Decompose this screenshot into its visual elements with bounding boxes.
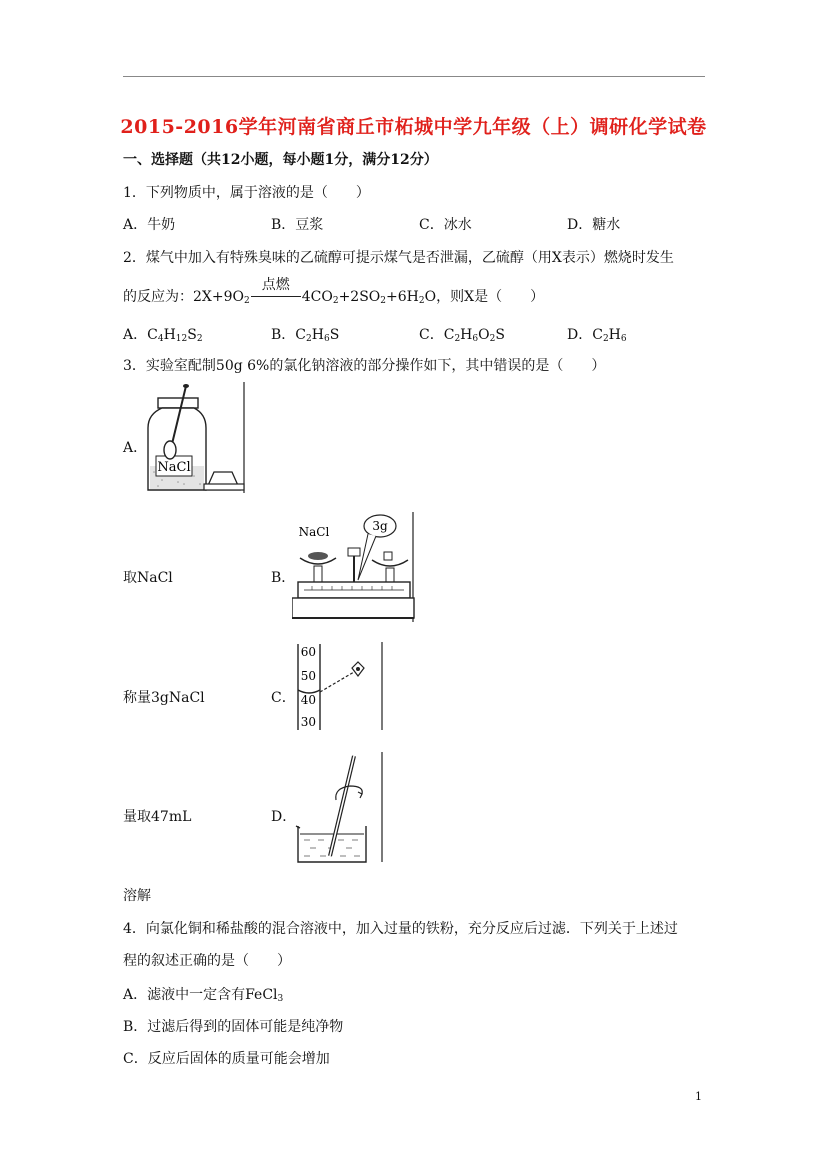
page-number: 1 — [695, 1090, 702, 1103]
tick-60: 60 — [300, 645, 316, 659]
header-rule — [123, 76, 705, 77]
q4-option-a: A．滤液中一定含有FeCl$_3$ — [123, 987, 284, 1004]
eq-rhs-d: O，则X是（ ） — [424, 289, 545, 305]
q3-option-a-caption: 取NaCl — [123, 570, 173, 586]
section-heading: 一、选择题（共12小题，每小题1分，满分12分） — [123, 152, 438, 168]
eq-rhs-c: +6H — [386, 289, 419, 305]
question-1-stem: 1．下列物质中，属于溶液的是（ ） — [123, 185, 370, 201]
q1-option-d: D．糖水 — [567, 217, 621, 233]
q1-option-a: A．牛奶 — [123, 217, 176, 233]
q3-option-a: A． — [123, 440, 148, 456]
tick-40: 40 — [300, 693, 316, 707]
eq-sub: 2 — [332, 296, 339, 306]
q3-option-c-caption: 量取47mL — [123, 809, 192, 825]
beaker-stirring-figure — [294, 752, 384, 864]
eq-rhs-a: 4CO — [301, 289, 333, 305]
q3-option-b-caption: 称量3gNaCl — [123, 690, 205, 706]
condition-text: 点燃 — [261, 277, 290, 293]
tick-50: 50 — [300, 669, 316, 683]
reaction-condition — [251, 277, 301, 307]
question-4-stem-line2: 程的叙述正确的是（ ） — [123, 953, 291, 969]
q2-option-d: D．$C_2H_6$ — [567, 327, 627, 344]
bottle-label: NaCl — [157, 460, 191, 475]
q2-option-c: C．$C_2H_6O_2S$ — [419, 327, 505, 344]
q3-option-d-caption: 溶解 — [123, 888, 151, 904]
reagent-bottle-figure — [140, 380, 246, 495]
balance-left-label: NaCl — [298, 525, 330, 539]
eq-rhs-b: +2SO — [338, 289, 381, 305]
graduated-cylinder-figure — [294, 642, 384, 732]
q2-option-b: B．$C_2H_6S$ — [271, 327, 340, 344]
tick-30: 30 — [300, 715, 316, 729]
eq-sub: 2 — [244, 296, 250, 306]
q1-option-c: C．冰水 — [419, 217, 472, 233]
eq-sub: 2 — [418, 296, 425, 306]
condition-bar — [251, 296, 301, 297]
balance-weight-label: 3g — [372, 519, 388, 533]
question-4-stem-line1: 4．向氯化铜和稀盐酸的混合溶液中，加入过量的铁粉，充分反应后过滤．下列关于上述过 — [123, 921, 678, 937]
q2-option-a: A．$C_4H_{12}S_2$ — [123, 327, 203, 344]
q3-option-b: B． — [271, 570, 296, 586]
eq-prefix: 的反应为：2X+9O — [123, 289, 244, 305]
eq-sub: 2 — [380, 296, 387, 306]
q3-option-c: C． — [271, 690, 296, 706]
q4-option-b: B．过滤后得到的固体可能是纯净物 — [123, 1019, 344, 1035]
q4-option-c: C．反应后固体的质量可能会增加 — [123, 1051, 330, 1067]
question-2-stem: 2．煤气中加入有特殊臭味的乙硫醇可提示煤气是否泄漏，乙硫醇（用X表示）燃烧时发生 — [123, 250, 674, 266]
balance-figure — [292, 512, 415, 624]
question-3-stem: 3．实验室配制50g 6%的氯化钠溶液的部分操作如下，其中错误的是（ ） — [123, 358, 606, 374]
q3-option-d: D． — [271, 809, 297, 825]
question-2-equation — [123, 277, 545, 307]
exam-title: 2015-2016学年河南省商丘市柘城中学九年级（上）调研化学试卷 — [120, 116, 707, 138]
q1-option-b: B．豆浆 — [271, 217, 324, 233]
